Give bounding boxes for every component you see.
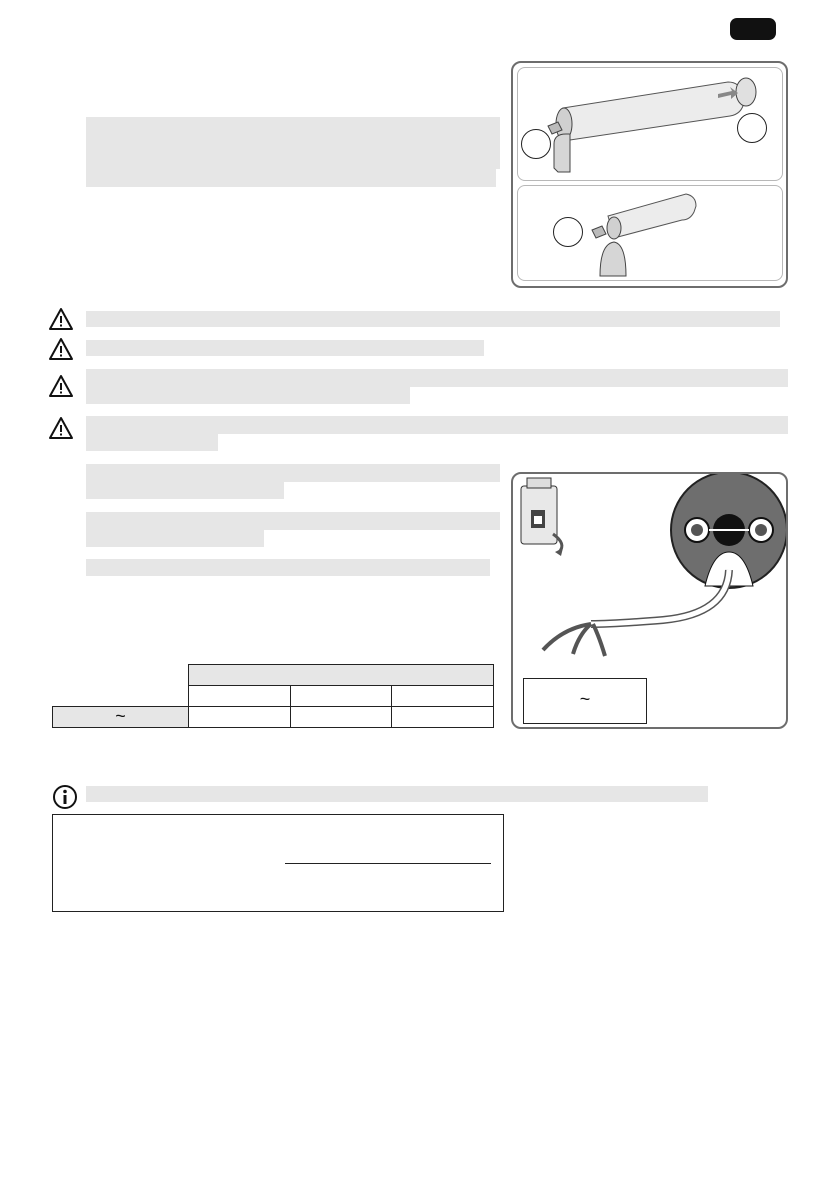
table-header-row xyxy=(53,665,494,686)
warning-triangle-icon xyxy=(48,307,74,331)
table-cell xyxy=(290,707,392,728)
wiring-step-3 xyxy=(86,559,490,576)
wiring-step-1-end xyxy=(86,482,284,499)
intro-text-block xyxy=(86,117,500,169)
wiring-step-2-end xyxy=(86,530,264,547)
warning-text-4 xyxy=(86,416,788,434)
installation-figure xyxy=(511,61,788,288)
table-cell xyxy=(392,707,494,728)
warning-triangle-icon xyxy=(48,416,74,440)
table-row xyxy=(53,707,494,728)
warning-triangle-icon xyxy=(48,374,74,398)
ac-supply-symbol: ~ xyxy=(579,689,591,709)
wiring-figure xyxy=(511,472,788,729)
note-box xyxy=(52,814,504,912)
warning-triangle-icon xyxy=(48,337,74,361)
intro-text-line-end xyxy=(86,169,496,187)
callout-circle-1 xyxy=(521,129,551,159)
table-row-label: ~ xyxy=(53,707,189,728)
info-text xyxy=(86,786,708,802)
wiring-step-2 xyxy=(86,512,500,530)
warning-text-3 xyxy=(86,369,788,387)
table-column-row xyxy=(53,686,494,707)
warning-text-4-end xyxy=(86,434,218,451)
note-underline xyxy=(285,863,491,864)
table-column-header xyxy=(392,686,494,707)
table-cell xyxy=(189,707,291,728)
warning-text-3-end xyxy=(86,387,410,404)
warning-text-2 xyxy=(86,340,484,356)
wiring-table xyxy=(52,664,494,728)
circuit-breaker-icon xyxy=(521,478,563,556)
callout-circle-2 xyxy=(737,113,767,143)
wiring-step-1 xyxy=(86,464,500,482)
callout-circle-3 xyxy=(553,217,583,247)
table-header xyxy=(189,665,494,686)
info-circle-icon xyxy=(52,784,78,810)
warning-text-1 xyxy=(86,311,780,327)
supply-box xyxy=(523,678,647,724)
language-tab xyxy=(730,18,776,40)
table-column-header xyxy=(290,686,392,707)
table-column-header xyxy=(189,686,291,707)
